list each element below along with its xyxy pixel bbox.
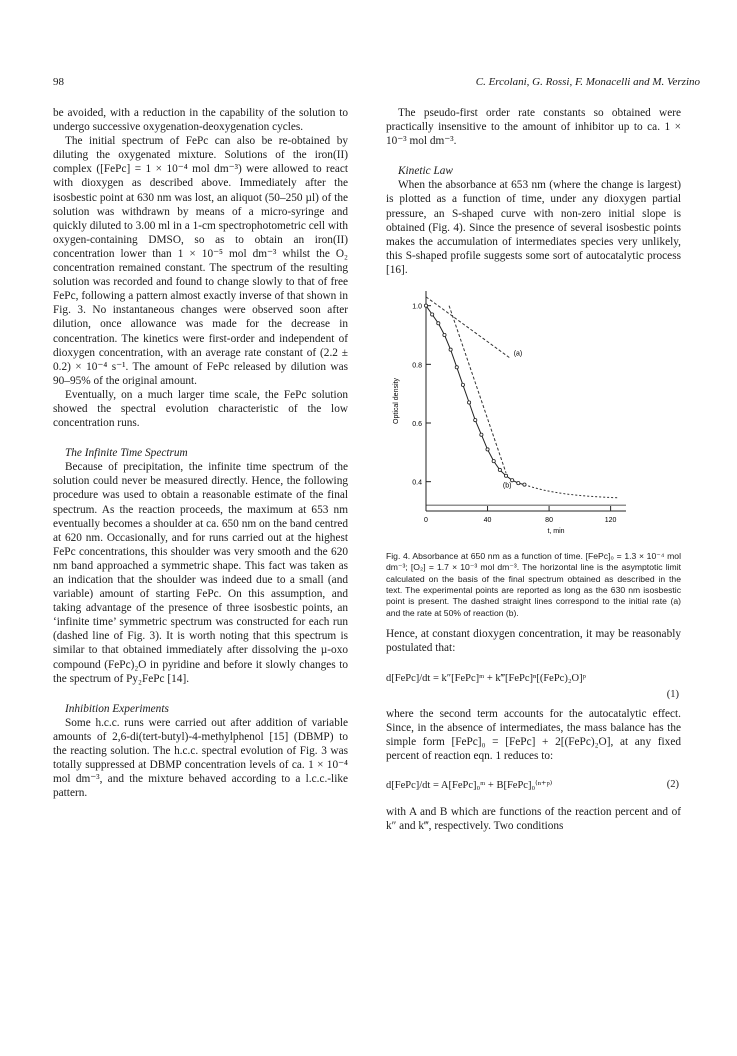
left-column [53,106,348,800]
x-axis-label: t, min [547,528,565,536]
paragraph: Some h.c.c. runs were carried out after addition of variable amounts of 2,6-di(tert-butyl)-4-methylphenol [15] (DBMP) to the reacting solution. The h.c.c. spectral evolution of Fig. 3 was totally suppressed at DBMP concentration levels of ca. 1 × 10⁻⁴ mol dm⁻³, and the mixture behaved according to a l.c.c.-like pattern. [53,716,348,800]
data-point [486,448,489,451]
data-point [474,418,477,421]
dashed-line-a [426,297,511,359]
x-tick-label: 40 [483,517,492,525]
equation-number: (2) [666,779,679,791]
paragraph: Because of precipitation, the infinite time spectrum of the solution could never be measured directly. Hence, the following procedure was used to obtain a reasonable estimate of the final spectrum. As the reaction proceeds, the maximum at 653 nm eventually becomes a shoulder at ca. 650 nm on the band centred at 620 nm. Occasionally, and for runs carried out at the highest FePc concentrations, this shoulder was very smooth and the 620 nm band approached a symmetric shape. This fact was taken as an indication that the shoulder was indeed due to a small (and variable) amount of starting FePc. On this assumption, and taking advantage of the presence of three isosbestic points, an ‘infinite time’ symmetric spectrum was constructed for each run (dashed line of Fig. 3). It is worth noting that this spectrum is similar to that obtained immediately after dissolving the µ-oxo compound (FePc)₂O in pyridine and before it slowly changes to the spectrum of Py₂FePc [14]. [53,461,348,685]
x-tick-label: 120 [604,517,617,525]
paragraph: The pseudo-first order rate constants so obtained were practically insensitive to the amount of inhibitor up to ca. 1 × 10⁻³ mol dm⁻³. [386,107,681,148]
paragraph: Eventually, on a much larger time scale, the FePc solution showed the spectral evolution characteristic of the low concentration runs. [53,388,348,430]
y-tick-label: 0.8 [412,362,422,370]
equation-1 [386,663,681,707]
figure-caption: Fig. 4. Absorbance at 650 nm as a function of time. [FePc]₀ = 1.3 × 10⁻⁴ mol dm⁻³; [O₂] = 1.7 × 10⁻³ mol dm⁻³. The horizontal line is the asymptotic limit calculated on the basis of the final spectrum obtained as described in the text. The experimental points are reported as long as the 630 nm isosbestic point is present. The dashed straight lines correspond to the initial rate (a) and the rate at 50% of reaction (b). [386,551,681,618]
data-point [492,460,495,463]
page-number: 98 [53,76,64,88]
equation-body: d[FePc]/dt = A[FePc]₀ᵐ + B[FePc]₀⁽ⁿ⁺ᵖ⁾ [386,780,553,792]
y-axis-label: Optical density [393,378,400,424]
data-point [467,401,470,404]
y-tick-label: 0.4 [412,479,422,487]
annotation-a: (a) [513,350,523,358]
data-point [480,433,483,436]
equation-body: d[FePc]/dt = k″[FePc]ᵐ + k‴[FePc]ⁿ[(FePc)₂O]ᵖ [386,673,586,684]
data-point [523,483,526,486]
running-head: C. Ercolani, G. Rossi, F. Monacelli and M. Verzino [475,76,700,88]
paragraph: The initial spectrum of FePc can also be re-obtained by diluting the oxygenated mixture. Solutions of the iron(II) complex ([FePc] = 1 × 10⁻⁴ mol dm⁻³) were allowed to react with dioxygen as described above. Immediately after the isosbestic point at 630 nm was lost, an aliquot (50–250 µl) of the solution was withdrawn by means of a micro-syringe and quickly diluted to 3.00 ml in a 1-cm spectrophotometric cell with oxygen-containing DMSO, so as to obtain an iron(II) concentration lower than 1 × 10⁻⁵ mol dm⁻³ whilst the O₂ concentration remained constant. The spectrum of the resulting solution was recorded and found to change slowly to that of free FePc, following a pattern almost exactly inverse of that shown in Fig. 3. No instantaneous changes were observed soon after dilution, once allowance was made for the decrease in concentration. The kinetics were first-order and independent of dioxygen concentration, with an average rate constant of (2.2 ± 0.2) × 10⁻⁴ s⁻¹. The amount of FePc released by dilution was 90–95% of the original amount. [53,135,348,387]
x-tick-label: 0 [424,517,428,525]
paragraph: When the absorbance at 653 nm (where the change is largest) is plotted as a function of time, under any dioxygen partial pressure, an S-shaped curve with non-zero initial slope is obtained (Fig. 4). Since the presence of several isosbestic points makes the accumulation of intermediates species very unlikely, this S-shaped profile suggests some sort of autocatalytic process [16]. [386,179,681,276]
data-point [517,482,520,485]
data-point [461,383,464,386]
data-point [511,479,514,482]
x-tick-label: 80 [545,517,553,525]
data-point [455,366,458,369]
data-point [431,313,434,316]
equation-2 [386,769,681,805]
y-tick-label: 0.6 [412,421,422,429]
equation-number: (1) [666,689,679,700]
curve-extrapolation [524,485,618,498]
data-point [449,348,452,351]
paragraph: be avoided, with a reduction in the capability of the solution to undergo successive oxygenation-deoxygenation cycles. [53,107,348,134]
figure-4-chart [386,281,681,551]
annotation-b: (b) [502,482,512,490]
data-point [443,333,446,336]
right-column [386,106,681,834]
y-tick-label: 1.0 [412,303,422,311]
paragraph: Hence, at constant dioxygen concentration, it may be reasonably postulated that: [386,627,681,654]
section-heading: Kinetic Law [398,165,453,178]
data-point [498,468,501,471]
data-point [424,304,427,307]
dashed-line-b [449,306,506,473]
data-point [437,322,440,325]
paragraph: where the second term accounts for the autocatalytic effect. Since, in the absence of intermediates, the mass balance has the simple form [FePc]₀ = [FePc] + 2[(FePc)₂O], at any fixed percent of reaction eqn. 1 reduces to: [386,708,681,763]
section-heading: The Infinite Time Spectrum [65,447,188,460]
section-heading: Inhibition Experiments [65,702,169,715]
paragraph: with A and B which are functions of the reaction percent and of k″ and k‴, respectively. Two conditions [386,806,681,833]
data-point [504,474,507,477]
